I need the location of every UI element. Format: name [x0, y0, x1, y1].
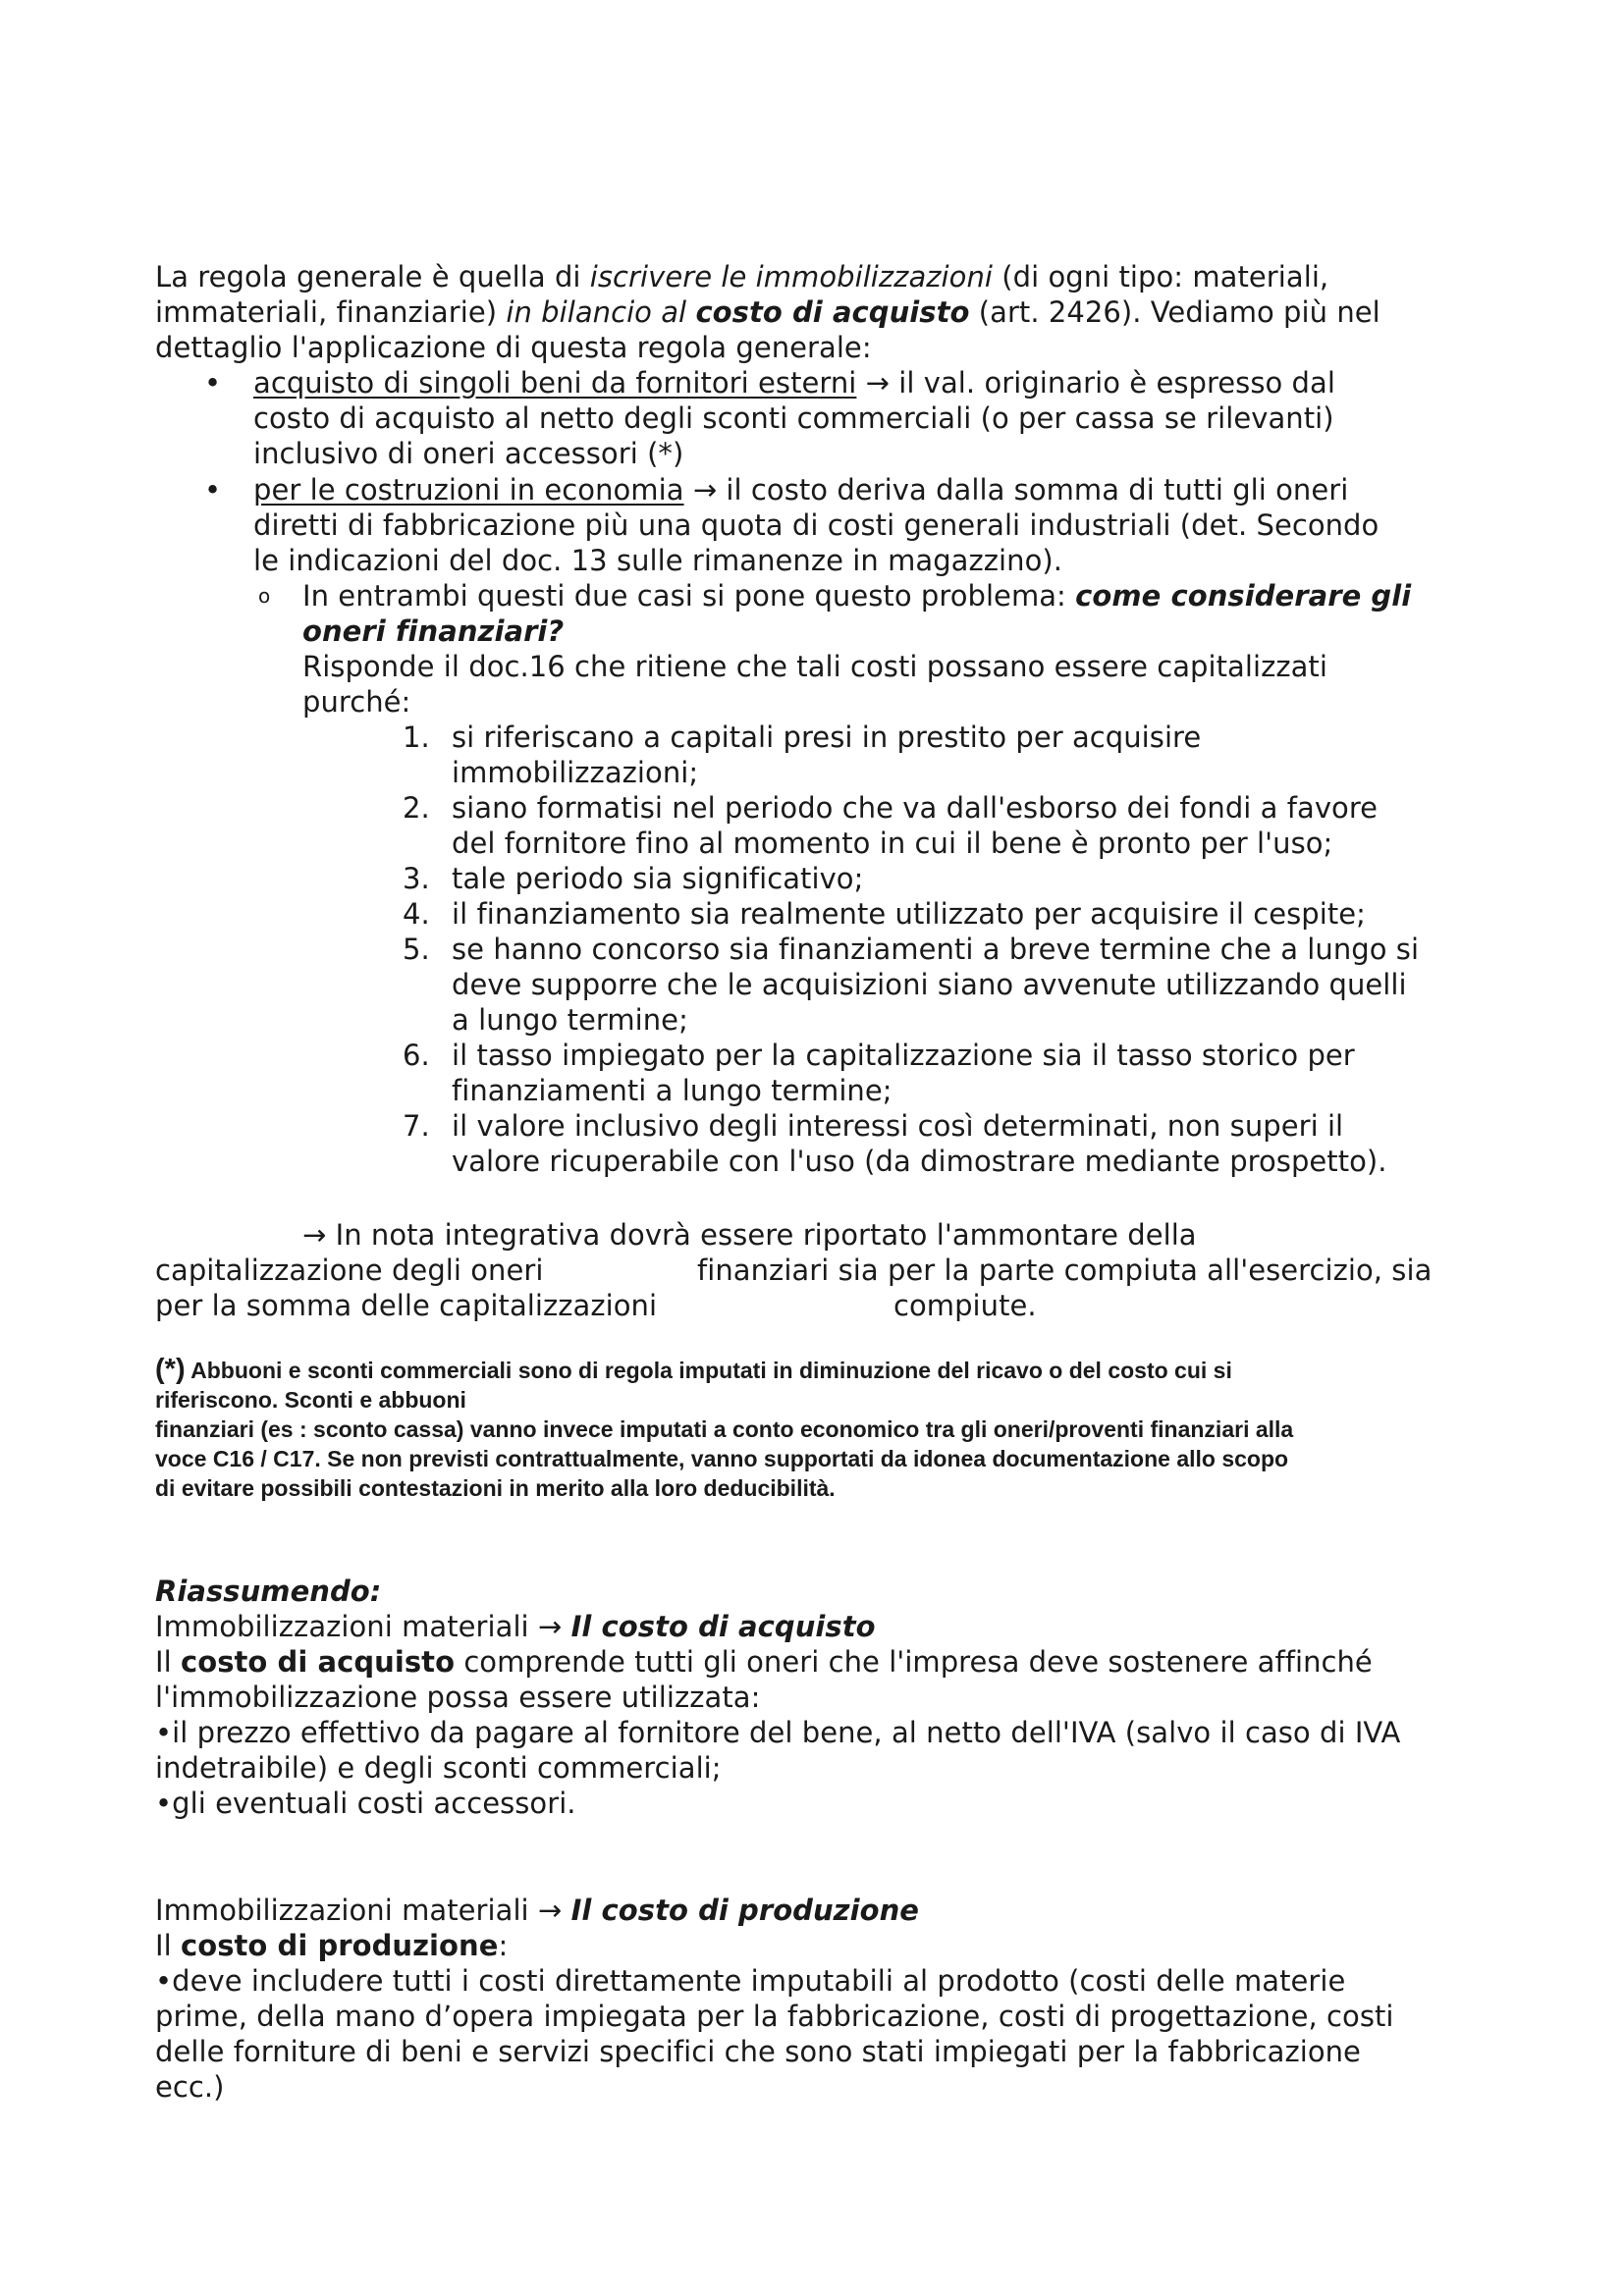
bullet-marker: •: [204, 473, 222, 507]
nota-line-3a: per la somma delle capitalizzazioni: [155, 1289, 658, 1322]
bullet-marker: •: [204, 366, 222, 400]
footnote-line-5: di evitare possibili contestazioni in merito alla loro deducibilità.: [155, 1475, 836, 1501]
list-item: finanziamenti a lungo termine;: [452, 1074, 893, 1107]
list-number: 7.: [403, 1109, 430, 1143]
list-number: 1.: [403, 721, 430, 754]
sub-bullet-line-2: oneri finanziari?: [302, 614, 565, 648]
list-number: 2.: [403, 791, 430, 825]
list-number: 3.: [403, 862, 430, 895]
summary-acquisto-title: Immobilizzazioni materiali → Il costo di acquisto: [155, 1610, 876, 1643]
summary-line: indetraibile) e degli sconti commerciali;: [155, 1751, 722, 1785]
summary-line: •il prezzo effettivo da pagare al fornitore del bene, al netto dell'IVA (salvo il caso di IVA: [155, 1716, 1401, 1749]
summary-line: •deve includere tutti i costi direttamente imputabili al prodotto (costi delle materie: [155, 1964, 1346, 1998]
summary-line: delle forniture di beni e servizi specifici che sono stati impiegati per la fabbricazione: [155, 2035, 1361, 2068]
summary-line: l'immobilizzazione possa essere utilizzata:: [155, 1681, 761, 1714]
summary-line: ecc.): [155, 2070, 225, 2104]
list-item: il tasso impiegato per la capitalizzazione sia il tasso storico per: [452, 1039, 1355, 1072]
list-item: siano formatisi nel periodo che va dall'esborso dei fondi a favore: [452, 791, 1379, 825]
bullet-2-line-2: diretti di fabbricazione più una quota di costi generali industriali (det. Secondo: [253, 508, 1380, 542]
summary-line: Il costo di produzione:: [155, 1929, 509, 1962]
sub-bullet-line-1: In entrambi questi due casi si pone questo problema: come considerare gli: [302, 579, 1412, 613]
list-item: deve supporre che le acquisizioni siano avvenute utilizzando quelli: [452, 968, 1407, 1001]
list-item: si riferiscano a capitali presi in prestito per acquisire: [452, 721, 1202, 754]
bullet-1-line-2: costo di acquisto al netto degli sconti commerciali (o per cassa se rilevanti): [253, 401, 1334, 435]
nota-line-2a: capitalizzazione degli oneri: [155, 1254, 544, 1287]
list-number: 4.: [403, 897, 430, 931]
summary-line: prime, della mano d’opera impiegata per la fabbricazione, costi di progettazione, costi: [155, 2000, 1394, 2033]
footnote-line-1: (*) Abbuoni e sconti commerciali sono di regola imputati in diminuzione del ricavo o del costo cui si: [155, 1354, 1232, 1385]
intro-line-2: immateriali, finanziarie) in bilancio al costo di acquisto (art. 2426). Vediamo più nel: [155, 295, 1380, 329]
list-item: immobilizzazioni;: [452, 756, 699, 789]
sub-bullet-line-4: purché:: [302, 685, 411, 719]
summary-line: Il costo di acquisto comprende tutti gli oneri che l'impresa deve sostenere affinché: [155, 1645, 1373, 1679]
nota-line-3b: compiute.: [893, 1289, 1037, 1322]
bullet-2-line-1: per le costruzioni in economia → il costo deriva dalla somma di tutti gli oneri: [253, 473, 1349, 507]
list-item: tale periodo sia significativo;: [452, 862, 864, 895]
bullet-2-line-3: le indicazioni del doc. 13 sulle rimanenze in magazzino).: [253, 544, 1062, 577]
footnote-line-2: riferiscono. Sconti e abbuoni: [155, 1387, 466, 1413]
list-item: a lungo termine;: [452, 1003, 688, 1037]
footnote-line-3: finanziari (es : sconto cassa) vanno invece imputati a conto economico tra gli oneri/proventi finanziari alla: [155, 1416, 1294, 1442]
summary-line: •gli eventuali costi accessori.: [155, 1787, 576, 1820]
intro-line-1: La regola generale è quella di iscrivere le immobilizzazioni (di ogni tipo: materiali,: [155, 260, 1329, 294]
list-item: del fornitore fino al momento in cui il bene è pronto per l'uso;: [452, 827, 1333, 860]
bullet-1-line-1: acquisto di singoli beni da fornitori esterni → il val. originario è espresso dal: [253, 366, 1335, 400]
footnote-line-4: voce C16 / C17. Se non previsti contrattualmente, vanno supportati da idonea documentazione allo scopo: [155, 1446, 1289, 1471]
summary-produzione-title: Immobilizzazioni materiali → Il costo di produzione: [155, 1894, 919, 1927]
list-number: 5.: [403, 933, 430, 966]
list-item: se hanno concorso sia finanziamenti a breve termine che a lungo si: [452, 933, 1420, 966]
list-item: valore ricuperabile con l'uso (da dimostrare mediante prospetto).: [452, 1145, 1387, 1178]
bullet-1-line-3: inclusivo di oneri accessori (*): [253, 437, 684, 470]
nota-line-2b: finanziari sia per la parte compiuta all'esercizio, sia: [697, 1254, 1433, 1287]
sub-bullet-marker: o: [258, 584, 271, 608]
list-item: il finanziamento sia realmente utilizzato per acquisire il cespite;: [452, 897, 1366, 931]
summary-heading: Riassumendo:: [155, 1575, 382, 1608]
sub-bullet-line-3: Risponde il doc.16 che ritiene che tali costi possano essere capitalizzati: [302, 650, 1327, 683]
nota-line-1: → In nota integrativa dovrà essere riportato l'ammontare della: [302, 1218, 1197, 1252]
list-number: 6.: [403, 1039, 430, 1072]
intro-line-3: dettaglio l'applicazione di questa regola generale:: [155, 331, 872, 364]
list-item: il valore inclusivo degli interessi così determinati, non superi il: [452, 1109, 1344, 1143]
